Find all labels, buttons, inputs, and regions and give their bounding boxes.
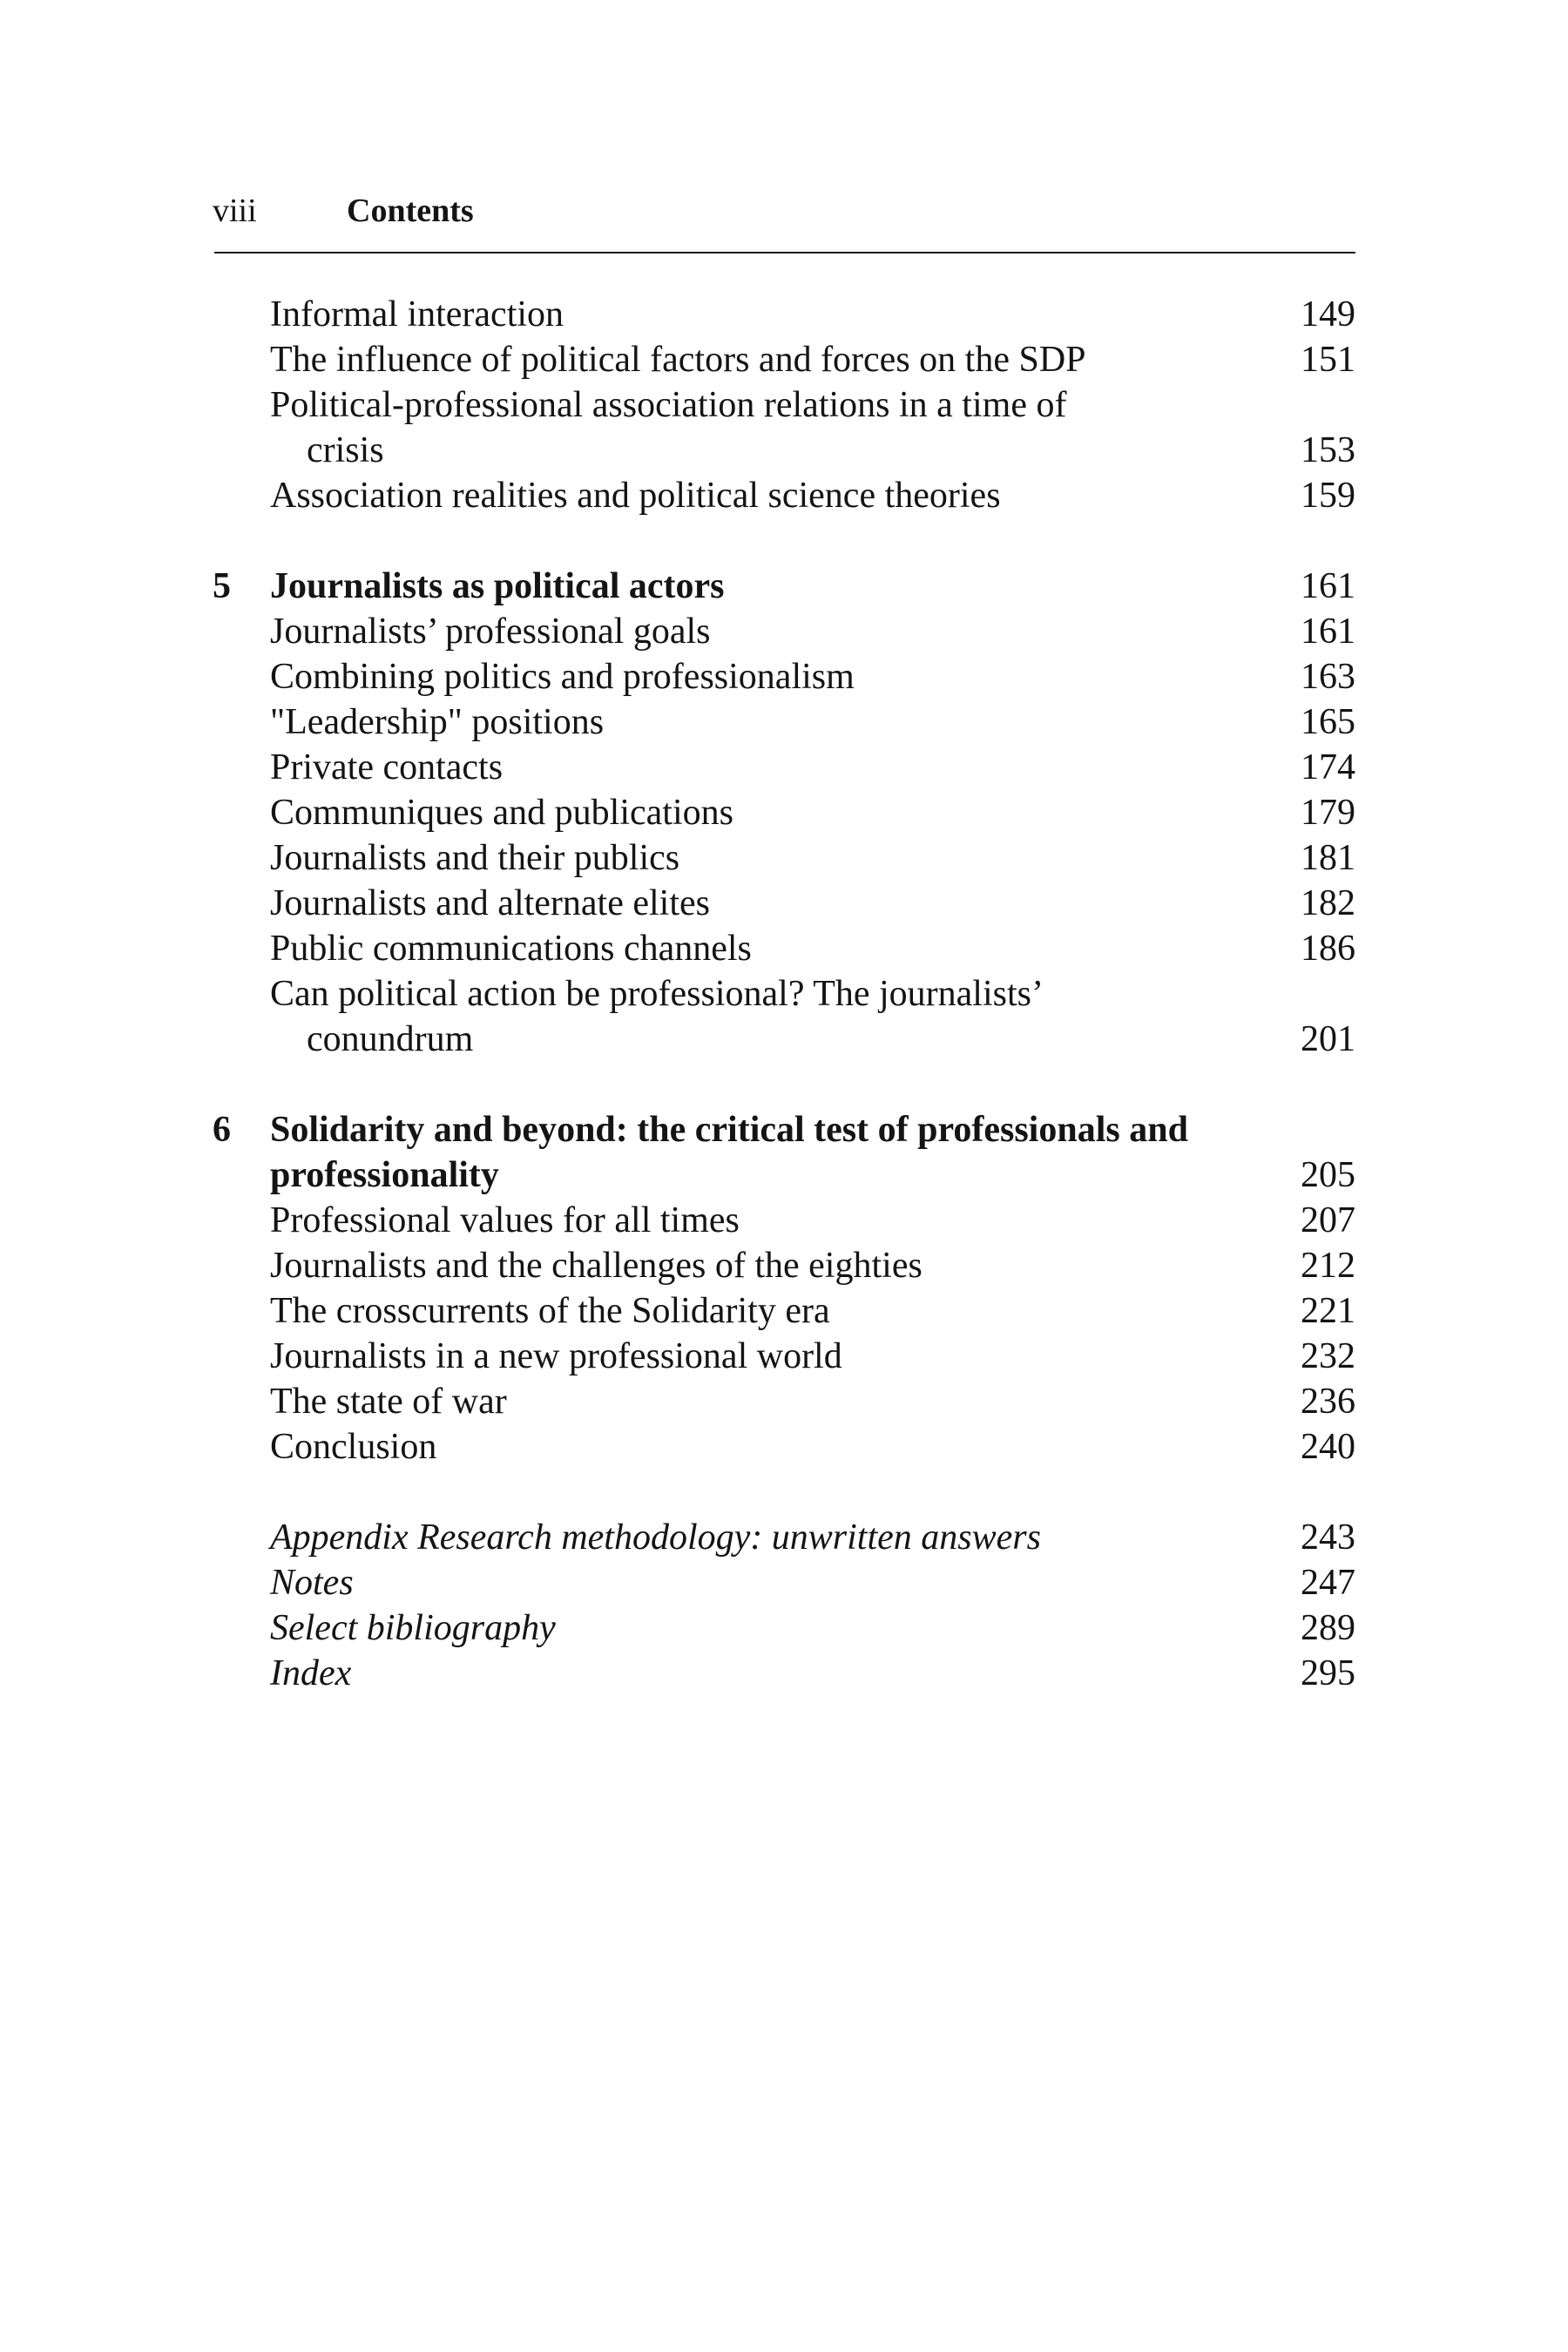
toc-entry-title: Private contacts — [270, 747, 504, 787]
toc-entry-page: 207 — [1301, 1200, 1355, 1240]
toc-entry-page: 212 — [1301, 1246, 1355, 1286]
toc-entry-page: 295 — [1301, 1653, 1355, 1693]
toc-entry-title: Select bibliography — [270, 1608, 556, 1648]
toc-entry-page: 182 — [1301, 883, 1355, 923]
toc-entry-page: 186 — [1301, 929, 1355, 969]
toc-entry-page: 221 — [1301, 1291, 1355, 1331]
toc-entry-continuation[interactable] — [0, 1017, 1568, 1062]
toc-entry[interactable] — [0, 654, 1568, 700]
section-gap — [0, 518, 1568, 564]
toc-entry-page: 240 — [1301, 1427, 1355, 1467]
toc-entry[interactable] — [0, 1424, 1568, 1470]
toc-entry-page: 181 — [1301, 838, 1355, 878]
toc-entry[interactable] — [0, 835, 1568, 881]
toc-entry-page: 174 — [1301, 747, 1355, 787]
table-of-contents — [0, 292, 1568, 1696]
toc-entry-page: 243 — [1301, 1517, 1355, 1558]
chapter-title: Journalists as political actors — [270, 566, 725, 606]
toc-entry-notes[interactable] — [0, 1560, 1568, 1605]
toc-entry-page: 149 — [1301, 294, 1355, 335]
toc-entry-title: Informal interaction — [270, 294, 564, 335]
toc-entry-page: 232 — [1301, 1336, 1355, 1376]
toc-entry-page: 159 — [1301, 476, 1355, 516]
toc-entry-bibliography[interactable] — [0, 1605, 1568, 1651]
toc-entry[interactable] — [0, 1379, 1568, 1424]
toc-entry-page: 153 — [1301, 430, 1355, 470]
toc-entry[interactable] — [0, 1334, 1568, 1379]
toc-entry-title: Communiques and publications — [270, 793, 733, 833]
toc-entry-title: Political-professional association relations in a time of — [270, 385, 1067, 425]
toc-entry-title: Public communications channels — [270, 929, 752, 969]
toc-entry-page: 165 — [1301, 702, 1355, 742]
section-gap — [0, 1062, 1568, 1107]
toc-entry-title: Association realities and political science theories — [270, 476, 1001, 516]
toc-entry[interactable] — [0, 609, 1568, 654]
toc-entry-page: 151 — [1301, 340, 1355, 380]
toc-entry-title: Professional values for all times — [270, 1200, 740, 1240]
chapter-page: 161 — [1301, 566, 1355, 606]
toc-entry-title: Journalists and the challenges of the eighties — [270, 1246, 923, 1286]
toc-entry-title: Journalists and alternate elites — [270, 883, 711, 923]
toc-entry-title: Can political action be professional? The journalists’ — [270, 974, 1044, 1014]
toc-entry-title: The crosscurrents of the Solidarity era — [270, 1291, 830, 1331]
toc-entry-title: crisis — [307, 430, 384, 470]
toc-entry[interactable] — [0, 382, 1568, 428]
toc-entry[interactable] — [0, 971, 1568, 1017]
toc-entry-page: 247 — [1301, 1563, 1355, 1603]
chapter-number: 5 — [213, 566, 231, 606]
chapter-title: Solidarity and beyond: the critical test of professionals and — [270, 1110, 1188, 1150]
toc-entry-page: 161 — [1301, 612, 1355, 652]
toc-entry[interactable] — [0, 790, 1568, 835]
toc-entry[interactable] — [0, 292, 1568, 337]
toc-entry-title: Journalists in a new professional world — [270, 1336, 842, 1376]
chapter-heading[interactable] — [0, 1107, 1568, 1152]
running-title: Contents — [347, 193, 474, 229]
toc-entry-title: The influence of political factors and forces on the SDP — [270, 340, 1086, 380]
page-number: viii — [213, 193, 257, 229]
toc-entry-index[interactable] — [0, 1651, 1568, 1696]
toc-entry[interactable] — [0, 881, 1568, 926]
toc-entry-title: Journalists’ professional goals — [270, 612, 711, 652]
toc-entry-title: Combining politics and professionalism — [270, 657, 855, 697]
toc-entry-title: Index — [270, 1653, 352, 1693]
toc-entry-page: 289 — [1301, 1608, 1355, 1648]
toc-entry[interactable] — [0, 473, 1568, 518]
toc-entry[interactable] — [0, 1198, 1568, 1243]
toc-entry-continuation[interactable] — [0, 428, 1568, 473]
toc-entry-title: The state of war — [270, 1382, 507, 1422]
toc-entry[interactable] — [0, 926, 1568, 971]
toc-entry-page: 179 — [1301, 793, 1355, 833]
toc-entry[interactable] — [0, 1243, 1568, 1288]
toc-entry[interactable] — [0, 337, 1568, 382]
chapter-heading[interactable] — [0, 564, 1568, 609]
header-rule — [214, 252, 1355, 253]
toc-entry[interactable] — [0, 700, 1568, 745]
chapter-number: 6 — [213, 1110, 231, 1150]
toc-entry-title: conundrum — [307, 1019, 474, 1059]
toc-entry-title: Conclusion — [270, 1427, 437, 1467]
running-header — [0, 190, 1568, 242]
toc-entry[interactable] — [0, 1288, 1568, 1334]
chapter-title: professionality — [270, 1155, 499, 1195]
toc-entry-title: "Leadership" positions — [270, 702, 605, 742]
toc-entry-page: 236 — [1301, 1382, 1355, 1422]
section-gap — [0, 1470, 1568, 1515]
toc-entry[interactable] — [0, 745, 1568, 790]
chapter-heading-continuation[interactable] — [0, 1152, 1568, 1198]
toc-entry-page: 201 — [1301, 1019, 1355, 1059]
toc-entry-page: 163 — [1301, 657, 1355, 697]
toc-entry-appendix[interactable] — [0, 1515, 1568, 1560]
toc-entry-title: Notes — [270, 1563, 354, 1603]
chapter-page: 205 — [1301, 1155, 1355, 1195]
toc-entry-title: Appendix Research methodology: unwritten answers — [270, 1517, 1041, 1558]
toc-entry-title: Journalists and their publics — [270, 838, 680, 878]
